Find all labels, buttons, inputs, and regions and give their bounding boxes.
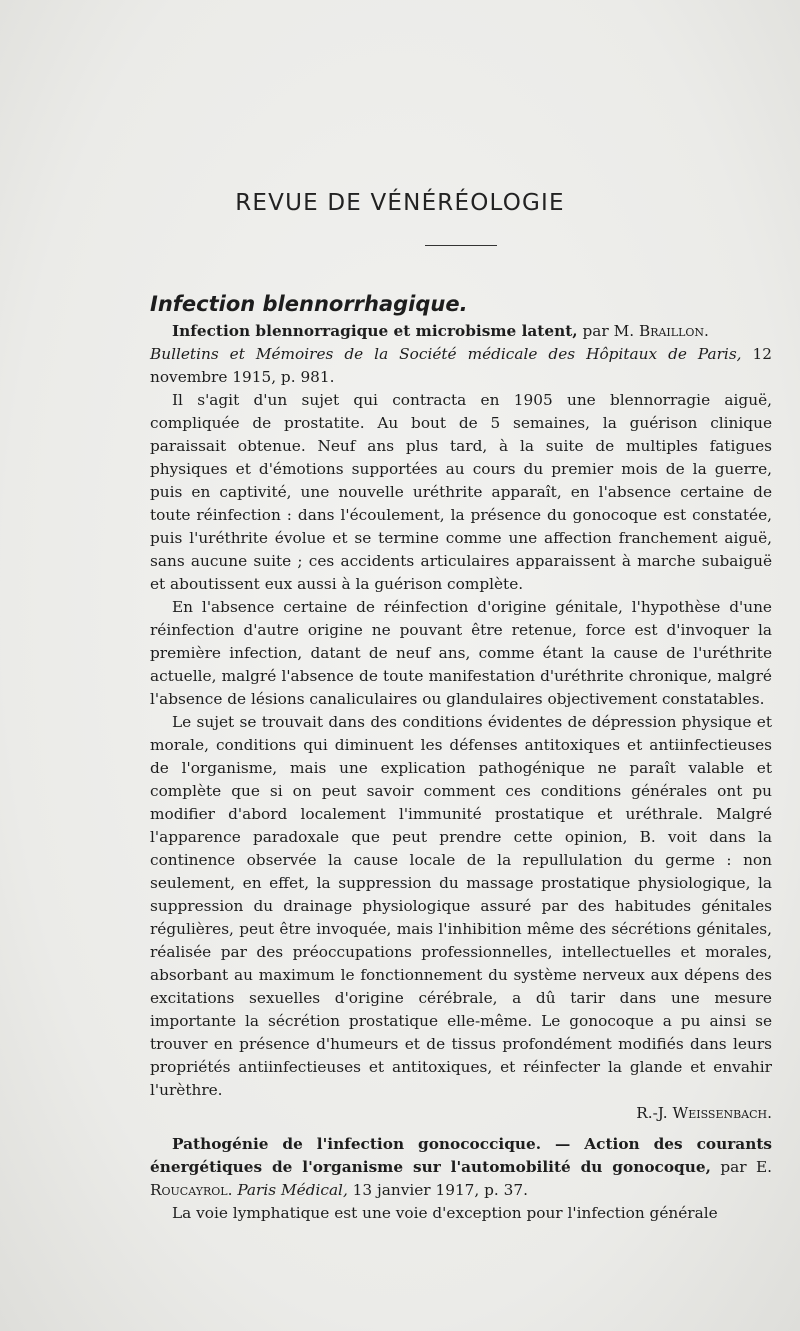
running-header: REVUE DE VÉNÉRÉOLOGIE (235, 190, 565, 216)
article1-by: par M. (577, 322, 639, 340)
article2-author-end: . (227, 1181, 238, 1199)
article-gap (150, 1125, 772, 1133)
header-rule (425, 245, 497, 246)
article2-by: par E. (710, 1158, 772, 1176)
article-body (150, 288, 772, 1225)
article2-heading (150, 1133, 772, 1202)
article1-heading (150, 320, 772, 343)
article1-title: Infection blennorragique et microbisme latent, (172, 322, 578, 340)
article1-paragraph-2: En l'absence certaine de réinfection d'origine génitale, l'hypothèse d'une réinfection d'autre origine ne pouvant être retenue, force est d'invoquer la première infection, datant de neuf ans, comme étant la cause de l'uréthrite actuelle, malgré l'absence de toute manifestation d'uréthrite chronique, malgré l'absence de lésions canaliculaires ou glandulaires objectivement constatables. (150, 598, 772, 708)
article1-paragraph-1: Il s'agit d'un sujet qui contracta en 1905 une blennorragie aiguë, compliquée de prostatite. Au bout de 5 semaines, la guérison clinique paraissait obtenue. Neuf ans plus tard, à la suite de multiples fatigues physiques et d'émotions supportées au cours du premier mois de la guerre, puis en captivité, une nouvelle uréthrite apparaît, en l'absence certaine de toute réinfection : dans l'écoulement, la présence du gonocoque est constatée, puis l'uréthrite évolue et se termine comme une affection franchement aiguë, sans aucune suite ; ces accidents articulaires apparaissent à marche subaiguë et aboutissent eux aussi à la guérison complète. (150, 391, 772, 593)
section-title: Infection blennorrhagique. (150, 292, 468, 316)
article1-signature-row (150, 1102, 772, 1125)
article1-author: Braillon (638, 322, 705, 340)
article2-source-date: 13 janvier 1917, p. 37. (347, 1181, 528, 1199)
article2-author: Roucayrol (150, 1181, 228, 1199)
article1-source-date: 12 novembre 1915, p. 981. (150, 345, 772, 386)
article2-source-title: Paris Médical, (237, 1181, 348, 1199)
article1-source-title: Bulletins et Mémoires de la Société médicale des Hôpitaux de Paris, (150, 345, 742, 363)
article1-signature: R.-J. Weissenbach. (636, 1104, 772, 1122)
article1-source (150, 343, 772, 389)
article1-paragraph-3: Le sujet se trouvait dans des conditions évidentes de dépression physique et morale, conditions qui diminuent les défenses antitoxiques et antiinfectieuses de l'organisme, mais une explication pathogénique ne paraît valable et complète que si on peut savoir comment ces conditions générales ont pu modifier d'abord localement l'immunité prostatique et uréthrale. Malgré l'apparence paradoxale que peut prendre cette opinion, B. voit dans la continence observée la cause locale de la repullulation du germe : non seulement, en effet, la suppression du massage prostatique physiologique, la suppression du drainage physiologique assuré par des habitudes génitales régulières, peut être invoquée, mais l'inhibition même des sécrétions génitales, réalisée par des préoccupations professionnelles, intellectuelles et morales, absorbant au maximum le fonctionnement du système nerveux aux dépens des excitations sexuelles d'origine cérébrale, a dû tarir dans une mesure importante la sécrétion prostatique elle-même. Le gonocoque a pu ainsi se trouver en présence d'humeurs et de tissus profondément modifiés dans leurs propriétés antiinfectieuses et antitoxiques, et réinfecter la glande et envahir l'urèthre. (150, 713, 772, 1099)
article2-paragraph-1: La voie lymphatique est une voie d'exception pour l'infection générale (172, 1204, 718, 1222)
article2-title: Pathogénie de l'infection gonococcique. — Action des courants énergétiques de l'organisme sur l'automobilité du gonocoque, (150, 1135, 772, 1176)
article1-author-end: . (704, 322, 709, 340)
